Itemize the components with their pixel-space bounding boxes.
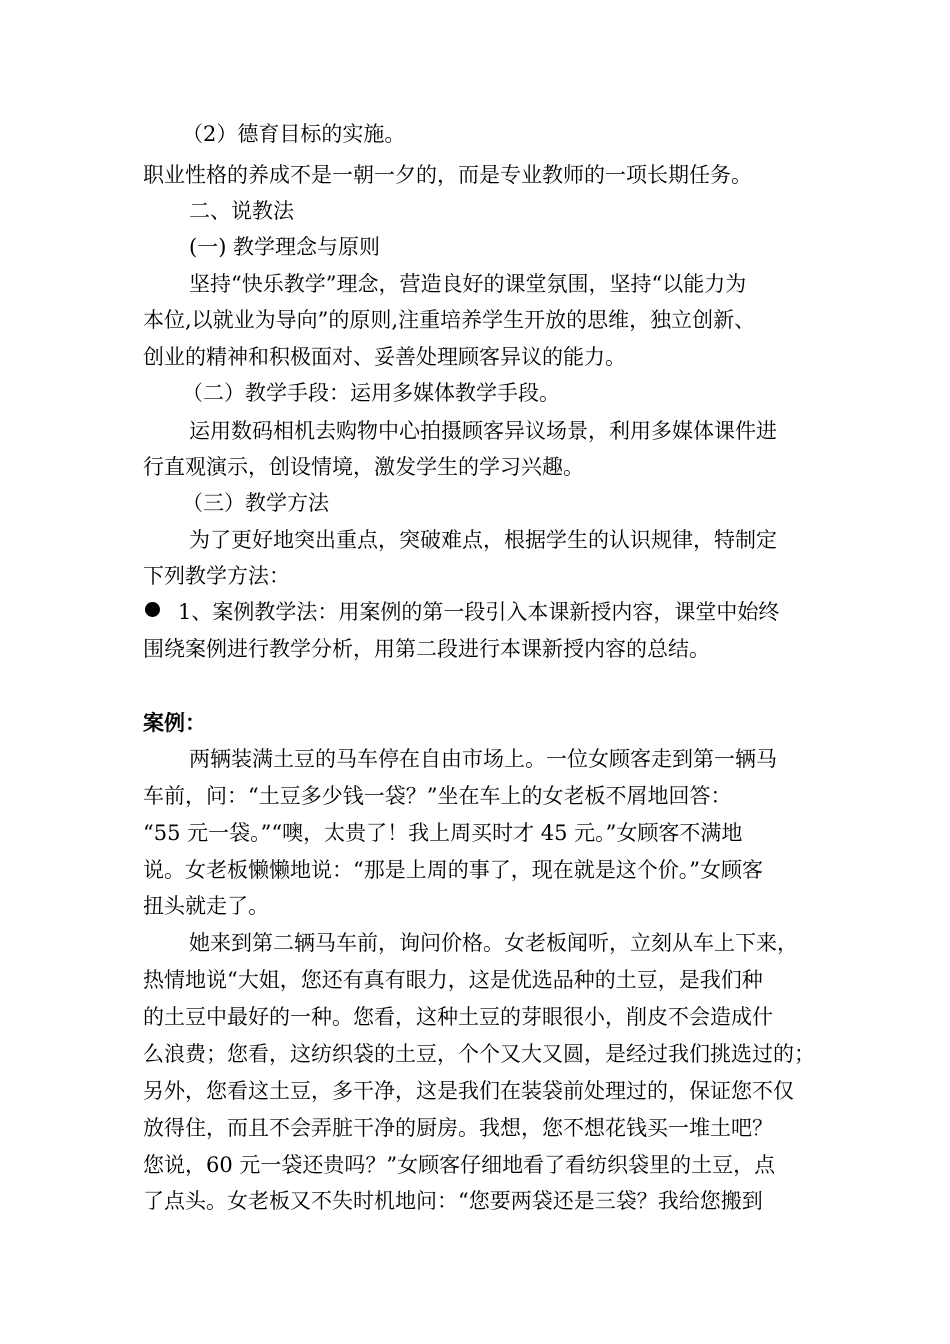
paragraph-line: 她来到第二辆马车前，询问价格。女老板闻听，立刻从车上下来，	[189, 931, 798, 955]
paragraph-line: 您说，60 元一袋还贵吗？”女顾客仔细地看了看纺织袋里的土豆，点	[143, 1153, 776, 1177]
paragraph-line: 另外，您看这土豆，多干净，这是我们在装袋前处理过的，保证您不仅	[143, 1079, 794, 1103]
paragraph-line: 两辆装满土豆的马车停在自由市场上。一位女顾客走到第一辆马	[189, 747, 777, 771]
paragraph-line: 职业性格的养成不是一朝一夕的，而是专业教师的一项长期任务。	[143, 163, 752, 187]
subheading-concept-principle: (一) 教学理念与原则	[189, 235, 381, 259]
subheading-teaching-methods: （三）教学方法	[182, 491, 329, 515]
paragraph-line: 运用数码相机去购物中心拍摄顾客异议场景，利用多媒体课件进	[189, 419, 777, 443]
case-heading: 案例：	[143, 710, 206, 735]
paragraph-line: 了点头。女老板又不失时机地问：“您要两袋还是三袋？我给您搬到	[143, 1189, 763, 1213]
paragraph-line: 为了更好地突出重点，突破难点，根据学生的认识规律，特制定	[189, 528, 777, 552]
paragraph-line: 的土豆中最好的一种。您看，这种土豆的芽眼很小，削皮不会造成什	[143, 1005, 773, 1029]
paragraph-line: 放得住，而且不会弄脏干净的厨房。我想，您不想花钱买一堆土吧？	[143, 1116, 773, 1140]
paragraph-line: 行直观演示，创设情境，激发学生的学习兴趣。	[143, 455, 584, 479]
paragraph-line: 热情地说“大姐，您还有真有眼力，这是优选品种的土豆，是我们种	[143, 968, 763, 992]
bullet-icon	[145, 602, 160, 617]
section-heading-teaching-method: 二、说教法	[189, 199, 294, 223]
subheading-teaching-means: （二）教学手段：运用多媒体教学手段。	[182, 381, 560, 405]
paragraph-line: 说。女老板懒懒地说：“那是上周的事了，现在就是这个价。”女顾客	[143, 858, 763, 882]
paragraph-line: 扭头就走了。	[143, 894, 269, 918]
paragraph-line: 创业的精神和积极面对、妥善处理顾客异议的能力。	[143, 345, 626, 369]
bullet-item-line: 1、案例教学法：用案例的第一段引入本课新授内容，课堂中始终	[178, 600, 780, 624]
paragraph-line: 车前，问：“土豆多少钱一袋？”坐在车上的女老板不屑地回答：	[143, 784, 732, 808]
paragraph-line: 坚持“快乐教学”理念，营造良好的课堂氛围，坚持“以能力为	[189, 272, 747, 296]
paragraph-line: 本位,以就业为导向”的原则,注重培养学生开放的思维，独立创新、	[143, 308, 756, 332]
paragraph-line: 围绕案例进行教学分析，用第二段进行本课新授内容的总结。	[143, 637, 710, 661]
subheading-moral-goal: （2）德育目标的实施。	[182, 122, 406, 146]
paragraph-line: 么浪费；您看，这纺织袋的土豆，个个又大又圆，是经过我们挑选过的；	[143, 1042, 815, 1066]
paragraph-line: “55 元一袋。”“噢，太贵了！我上周买时才 45 元。”女顾客不满地	[143, 821, 743, 845]
paragraph-line: 下列教学方法：	[143, 564, 290, 588]
